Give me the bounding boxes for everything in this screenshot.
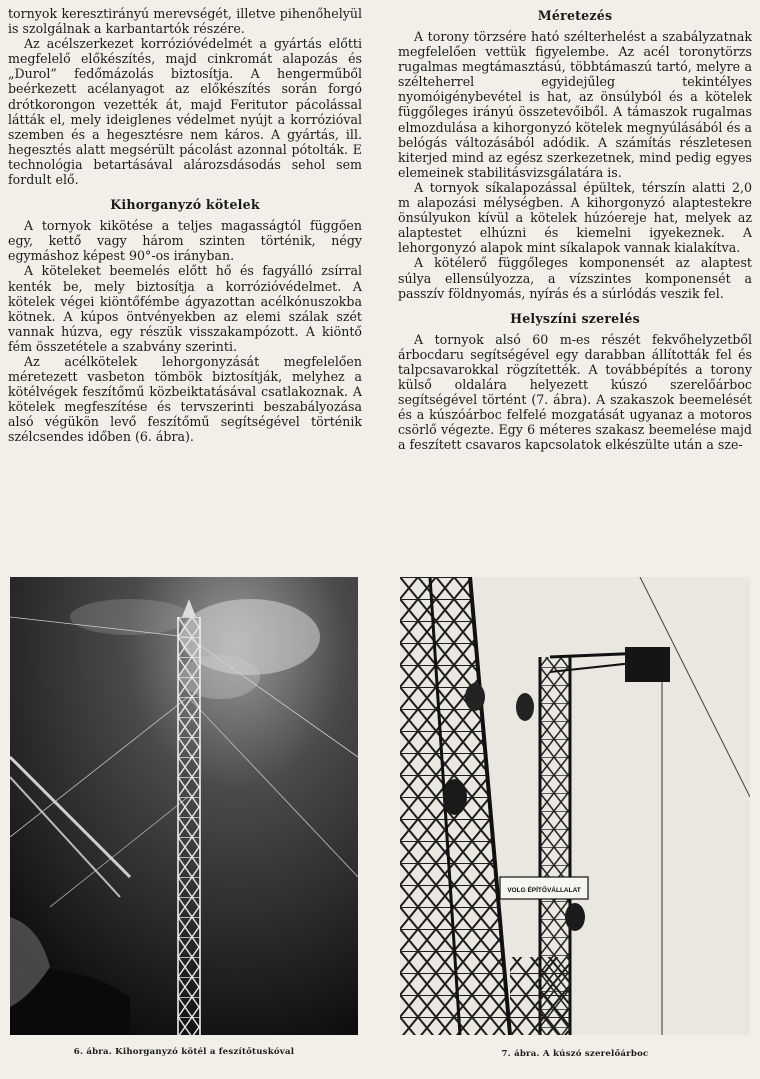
paragraph: tornyok keresztirányú merevségét, illetve pihenőhelyül is szolgálnak a karbantartók részére. [8, 6, 362, 37]
figure-7-photo [400, 577, 750, 1035]
paragraph: Az acélszerkezet korrózióvédelmét a gyártás előtti megfelelő előkészítés, majd cinkromát alapozás és „Durol” fedőmázolás biztosítja. A hengerműből beérkezett acélanyagot az előkészítés során forgó drótkorongon vezették át, majd Feritutor pácolással látták el, mely ideiglenes védelmet nyújt a korrózióval szemben és a hegesztésre nem káros. A gyártás, ill. hegesztés alatt megsérült pácolást azonnal pótolták. E technológia betartásával alározsdásodás sehol sem fordult elő. [8, 36, 362, 188]
paragraph: A kötélerő függőleges komponensét az alaptest súlya ellensúlyozza, a vízszintes komponensét a passzív földnyomás, nyírás és a súrlódás veszik fel. [398, 255, 752, 301]
figure-6-photo [10, 577, 358, 1035]
paragraph: Az acélkötelek lehorgonyzását megfelelően méretezett vasbeton tömbök biztosítják, melyhez a kötélvégek feszítőmű közbeiktatásával csatlakoznak. A kötelek megfeszítése és tervszerinti beszabályozása alsó végükön levő feszítőmű segítségével történik szélcsendes időben (6. ábra). [8, 353, 362, 445]
tower-photo-icon [10, 577, 358, 1035]
figure-6-caption: 6. ábra. Kihorganyzó kötél a feszítőtuskóval [73, 1047, 295, 1057]
paragraph: A tornyok kikötése a teljes magasságtól függően egy, kettő vagy három szinten történik, négy egymáshoz képest 90°-os irányban. [8, 218, 362, 264]
section-title: Méretezés [537, 8, 613, 23]
section-title: Helyszíni szerelés [510, 310, 640, 326]
sign-text: VOLG ÉPÍTŐVÁLLALAT [507, 887, 581, 894]
section-title: Kihorganyzó kötelek [110, 197, 260, 213]
paragraph: A torony törzsére ható szélterhelést a szabályzatnak megfelelően vettük figyelembe. Az acél toronytörzs rugalmas megtámasztású, többtámaszú tartó, melyre a szélteherrel egyidejűleg tekintélyes nyomóigénybevétel is hat, az önsúlyból és a kötelek függőleges irányú összetevőiből. A támaszok rugalmas elmozdulása a kihorgonyzó kötelek megnyúlásából és a belógás változásából adódik. A számítás részletesen kiterjed mind az egész szerkezetnek, mind pedig egyes elemeinek stabilitásvizsgálatára is. [398, 29, 752, 180]
climbing-mast-photo-icon [400, 577, 750, 1035]
figure-7-caption: 7. ábra. A kúszó szerelőárboc [501, 1049, 649, 1059]
paragraph: A tornyok síkalapozással épültek, térszín alatti 2,0 m alapozási mélységben. A kihorgonyzó alaptestekre önsúlyukon kívül a kötelek húzóereje hat, melyek az alaptestet elhúzni és kiemelni igyekeznek. A lehorgonyzó alapok mint síkalapok vannak kialakítva. [398, 179, 752, 256]
paragraph: A tornyok alsó 60 m-es részét fekvőhelyzetből árbocdaru segítségével egy darabban állították fel és talpcsavarokkal rögzítették. A továbbépítés a torony külső oldalára helyezett kúszó szerelőárboc segítségével történt (7. ábra). A szakaszok beemelését és a kúszóárboc felfelé mozgatását ugyanaz a motoros csörlő végezte. Egy 6 méteres szakasz beemelése majd a feszített csavaros kapcsolatok elkészülte után a sze- [398, 331, 752, 453]
paragraph: A köteleket beemelés előtt hő és fagyálló zsírral kenték be, mely biztosítja a korrózióvédelmet. A kötelek végei kiöntőfémbe ágyazottan acélkónuszokba kötnek. A kúpos öntvényekben az elemi szálak szét vannak húzva, egy részük visszakampózott. A kiöntő fém összetétele a szabvány szerinti. [8, 263, 362, 354]
right-column [398, 6, 752, 452]
left-column [8, 6, 362, 445]
